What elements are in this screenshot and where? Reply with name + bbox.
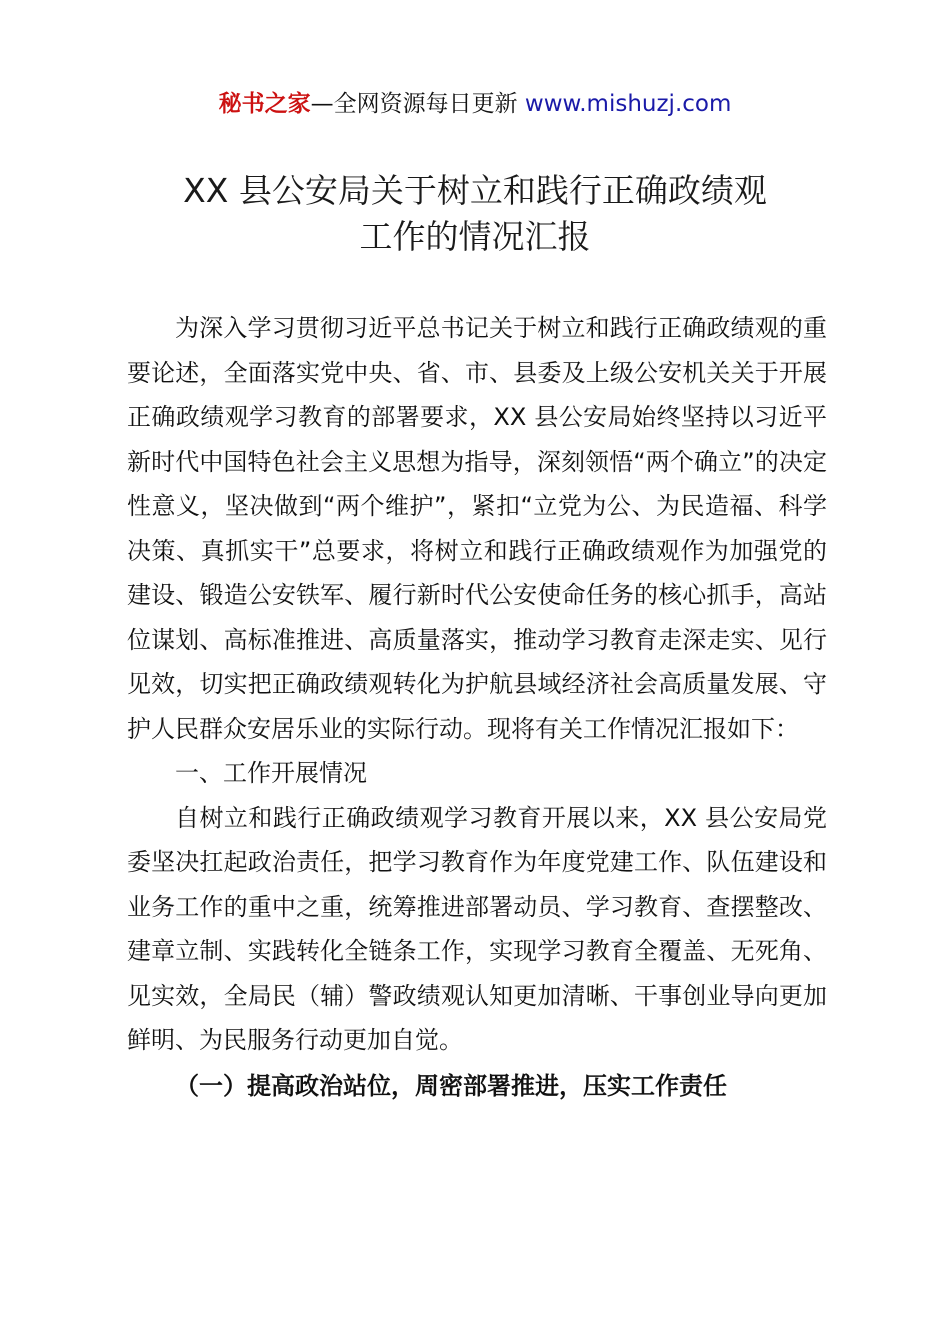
intro-paragraph: 为深入学习贯彻习近平总书记关于树立和践行正确政绩观的重要论述，全面落实党中央、省、市、县委及上级公安机关关于开展正确政绩观学习教育的部署要求，XX 县公安局始终坚持以习近平新时代中国特色社会主义思想为指导，深刻领悟“两个确立”的决定性意义，坚决做到“两个维护”，紧扣“立党为公、为民造福、科学决策、真抓实干”总要求，将树立和践行正确政绩观作为加强党的建设、锻造公安铁军、履行新时代公安使命任务的核心抓手，高站位谋划、高标准推进、高质量落实，推动学习教育走深走实、见行见效，切实把正确政绩观转化为护航县域经济社会高质量发展、守护人民群众安居乐业的实际行动。现将有关工作情况汇报如下： bbox=[127, 314, 827, 743]
section-heading-1: 一、工作开展情况 bbox=[175, 759, 367, 787]
site-header bbox=[0, 86, 950, 122]
document-body bbox=[127, 306, 827, 1108]
document-title bbox=[100, 168, 850, 260]
title-line-1: XX 县公安局关于树立和践行正确政绩观 bbox=[183, 171, 767, 210]
site-brand: 秘书之家 bbox=[218, 91, 311, 117]
site-tagline: —全网资源每日更新 bbox=[310, 91, 525, 117]
title-line-2: 工作的情况汇报 bbox=[359, 217, 591, 256]
section-paragraph-1: 自树立和践行正确政绩观学习教育开展以来，XX 县公安局党委坚决扛起政治责任，把学习教育作为年度党建工作、队伍建设和业务工作的重中之重，统筹推进部署动员、学习教育、查摆整改、建章立制、实践转化全链条工作，实现学习教育全覆盖、无死角、见实效，全局民（辅）警政绩观认知更加清晰、干事创业导向更加鲜明、为民服务行动更加自觉。 bbox=[127, 803, 827, 1054]
site-url-link[interactable]: www.mishuzj.com bbox=[524, 91, 732, 117]
subsection-heading-1: （一）提高政治站位，周密部署推进，压实工作责任 bbox=[175, 1071, 727, 1100]
